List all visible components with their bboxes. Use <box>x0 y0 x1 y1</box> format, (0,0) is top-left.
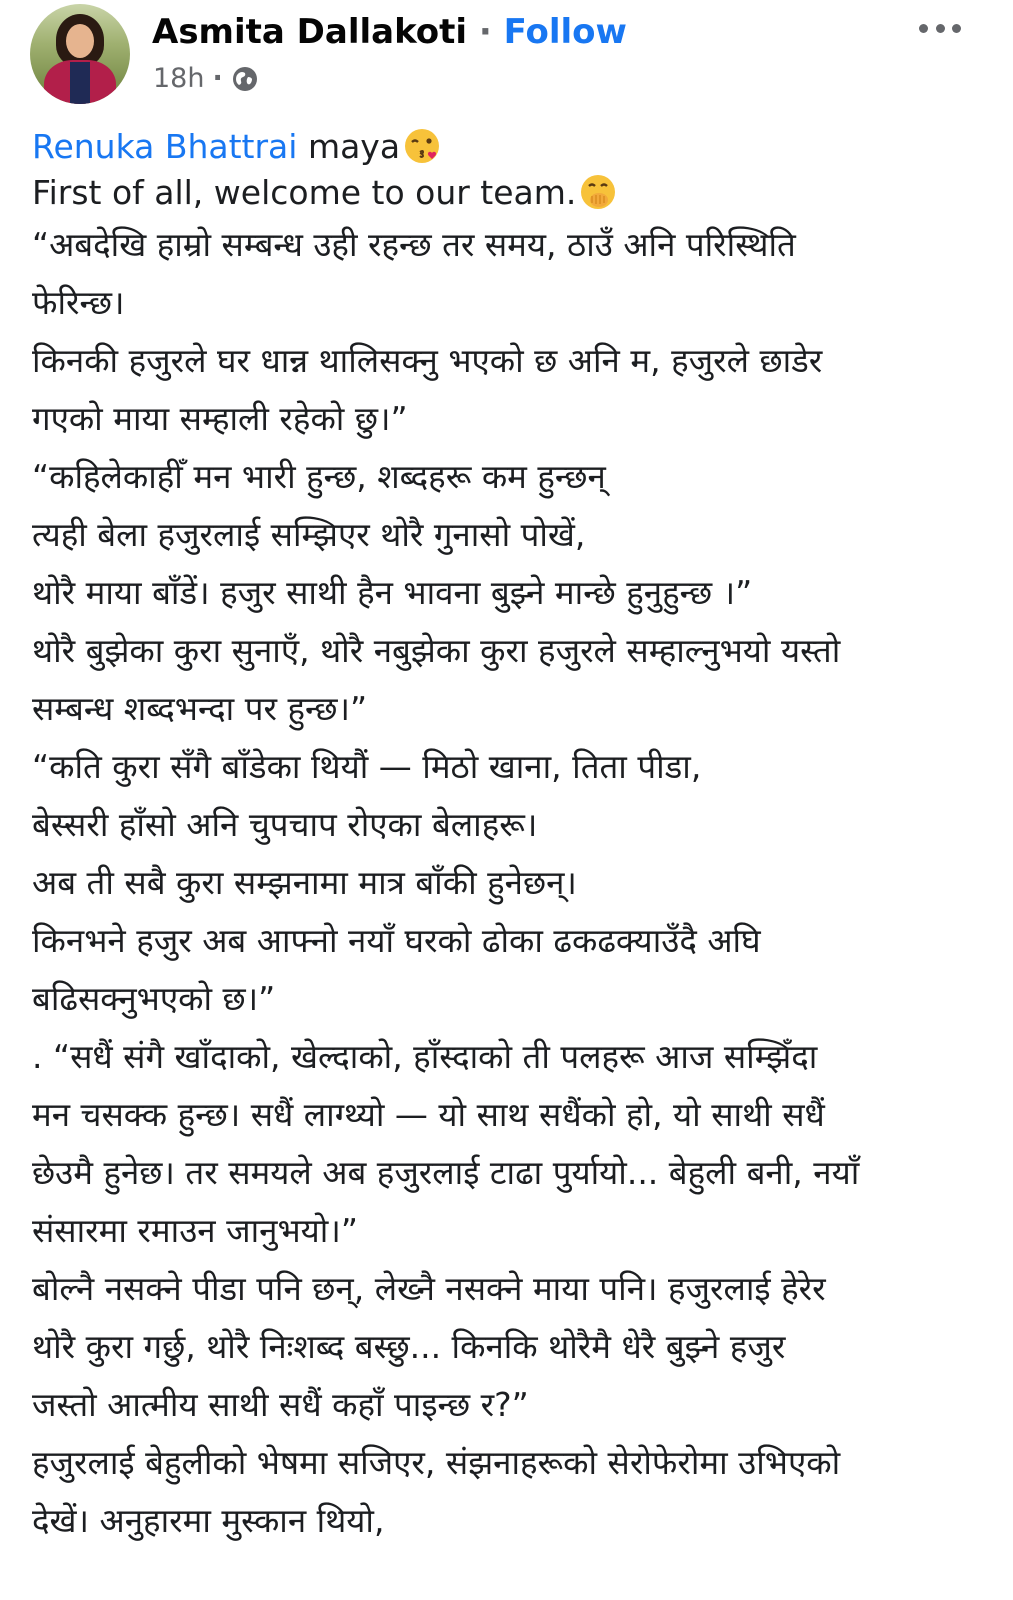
post-paragraph-line: . “सधैं संगै खाँदाको, खेल्दाको, हाँस्दाको ती पलहरू आज सम्झिँदा <box>32 1037 818 1076</box>
post-paragraph-line: “कति कुरा सँगै बाँडेका थियौं — मिठो खाना, तिता पीडा, <box>32 747 702 786</box>
avatar-face <box>66 24 94 58</box>
author-name[interactable]: Asmita Dallakoti <box>152 12 468 52</box>
post-paragraph-line: “अबदेखि हाम्रो सम्बन्ध उही रहन्छ तर समय, ठाउँ अनि परिस्थिति <box>32 225 796 264</box>
post-paragraph-line: जस्तो आत्मीय साथी सधैं कहाँ पाइन्छ र?” <box>32 1385 529 1424</box>
post-paragraph-line: त्यही बेला हजुरलाई सम्झिएर थोरै गुनासो पोखें, <box>32 515 586 554</box>
post-paragraph-line: संसारमा रमाउन जानुभयो।” <box>32 1211 358 1250</box>
more-dot <box>952 24 961 33</box>
kissing-wink-emoji-icon <box>402 126 442 166</box>
profile-avatar[interactable] <box>30 4 130 104</box>
more-dot <box>919 24 928 33</box>
hand-over-mouth-emoji-icon <box>578 172 618 212</box>
post-paragraph-line: “कहिलेकाहीँ मन भारी हुन्छ, शब्दहरू कम हुन्छन् <box>32 457 606 496</box>
post-paragraph-line: अब ती सबै कुरा सम्झनामा मात्र बाँकी हुनेछन्। <box>32 863 577 902</box>
post-paragraph-line: किनभने हजुर अब आफ्नो नयाँ घरको ढोका ढकढक्याउँदै अघि <box>32 921 761 960</box>
post-line-welcome <box>32 170 982 216</box>
post-paragraph-line: बढिसक्नुभएको छ।” <box>32 979 276 1018</box>
post-paragraph-line: छेउमै हुनेछ। तर समयले अब हजुरलाई टाढा पुर्यायो... बेहुली बनी, नयाँ <box>32 1153 860 1192</box>
mention-link[interactable]: Renuka Bhattrai <box>32 127 298 166</box>
name-separator: · <box>478 12 492 52</box>
post-paragraph-line: बेस्सरी हाँसो अनि चुपचाप रोएका बेलाहरू। <box>32 805 538 844</box>
post-header <box>0 0 1013 120</box>
more-dot <box>936 24 945 33</box>
post-paragraph-line: देखें। अनुहारमा मुस्कान थियो, <box>32 1501 385 1540</box>
post-timestamp[interactable]: 18h <box>153 63 205 94</box>
post-line-mention <box>32 124 982 170</box>
post-meta <box>153 60 259 98</box>
more-options-icon[interactable] <box>919 12 961 44</box>
post-paragraph-line: बोल्नै नसक्ने पीडा पनि छन्, लेख्नै नसक्ने माया पनि। हजुरलाई हेरेर <box>32 1269 826 1308</box>
post-paragraph-line: मन चसक्क हुन्छ। सधैं लाग्थ्यो — यो साथ सधैंको हो, यो साथी सधैं <box>32 1095 825 1134</box>
post-body <box>32 124 982 1550</box>
post-paragraph-line: सम्बन्ध शब्दभन्दा पर हुन्छ।” <box>32 689 368 728</box>
author-line <box>152 10 627 54</box>
post-paragraph-line: किनकी हजुरले घर धान्न थालिसक्नु भएको छ अनि म, हजुरले छाडेर <box>32 341 823 380</box>
avatar-accent <box>70 62 90 104</box>
meta-separator: · <box>212 63 223 94</box>
post-paragraph-line: थोरै कुरा गर्छु, थोरै निःशब्द बस्छु... किनकि थोरैमै धेरै बुझ्ने हजुर <box>32 1327 786 1366</box>
welcome-text: First of all, welcome to our team. <box>32 173 577 212</box>
globe-icon[interactable] <box>231 65 259 93</box>
follow-button[interactable]: Follow <box>503 12 627 52</box>
post-paragraph-line: हजुरलाई बेहुलीको भेषमा सजिएर, संझनाहरूको सेरोफेरोमा उभिएको <box>32 1443 841 1482</box>
mention-trailing-text: maya <box>307 127 401 166</box>
post-paragraph-line: थोरै माया बाँडें। हजुर साथी हैन भावना बुझ्ने मान्छे हुनुहुन्छ ।” <box>32 573 753 612</box>
post-paragraph-line: थोरै बुझेका कुरा सुनाएँ, थोरै नबुझेका कुरा हजुरले सम्हाल्नुभयो यस्तो <box>32 631 841 670</box>
post-paragraph-line: फेरिन्छ। <box>32 283 125 322</box>
post-paragraph-line: गएको माया सम्हाली रहेको छु।” <box>32 399 408 438</box>
